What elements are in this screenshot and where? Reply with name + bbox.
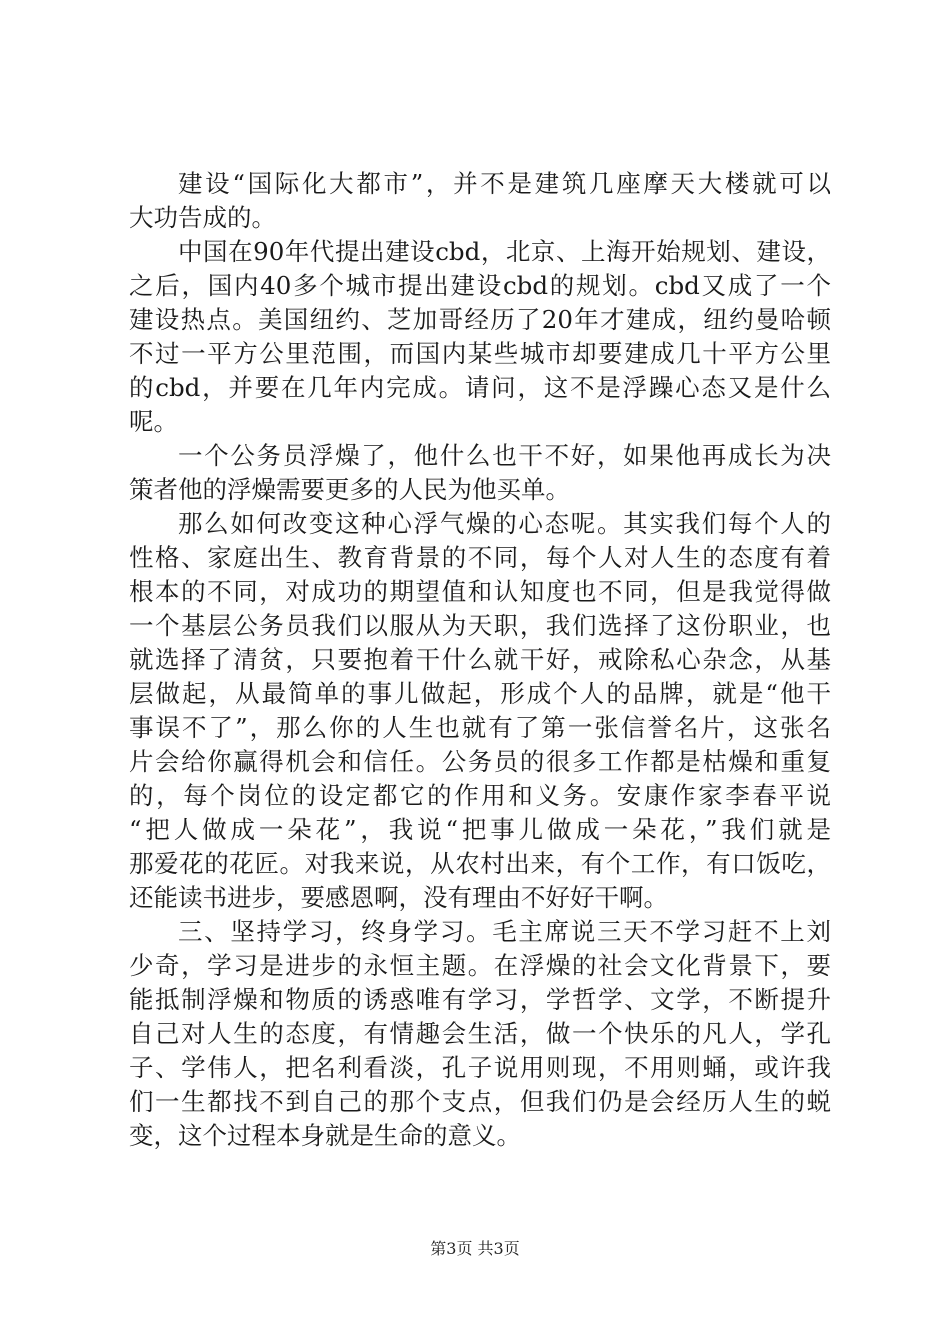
text-line: 策者他的浮燥需要更多的人民为他买单。 (129, 475, 570, 504)
text-line: 一个公务员浮燥了，他什么也干不好，如果他再成长为决 (178, 441, 831, 470)
paragraph-2 (129, 235, 831, 439)
text-line: 片会给你赢得机会和信任。公务员的很多工作都是枯燥和重复 (129, 747, 831, 776)
text-line: 中国在90年代提出建设cbd，北京、上海开始规划、建设， (178, 237, 831, 266)
text-line: 三、坚持学习，终身学习。毛主席说三天不学习赶不上刘 (178, 917, 831, 946)
text-line: 变，这个过程本身就是生命的意义。 (129, 1121, 521, 1150)
paragraph-4 (129, 507, 831, 915)
document-body (129, 167, 831, 1153)
text-line: 不过一平方公里范围，而国内某些城市却要建成几十平方公里 (129, 339, 831, 368)
text-line: 一个基层公务员我们以服从为天职，我们选择了这份职业，也 (129, 611, 831, 640)
text-line: “把人做成一朵花”，我说“把事儿做成一朵花，”我们就是 (129, 815, 831, 844)
text-line: 层做起，从最简单的事儿做起，形成个人的品牌，就是“他干 (129, 679, 831, 708)
text-line: 的cbd，并要在几年内完成。请问，这不是浮躁心态又是什么 (129, 373, 831, 402)
paragraph-5 (129, 915, 831, 1153)
paragraph-1 (129, 167, 831, 235)
text-line: 的，每个岗位的设定都它的作用和义务。安康作家李春平说 (129, 781, 831, 810)
text-line: 能抵制浮燥和物质的诱惑唯有学习，学哲学、文学，不断提升 (129, 985, 831, 1014)
text-line: 事误不了”，那么你的人生也就有了第一张信誉名片，这张名 (129, 713, 831, 742)
text-line: 还能读书进步，要感恩啊，没有理由不好好干啊。 (129, 883, 668, 912)
text-line: 子、学伟人，把名利看淡，孔子说用则现，不用则蛹，或许我 (129, 1053, 831, 1082)
paragraph-3 (129, 439, 831, 507)
text-line: 大功告成的。 (129, 203, 276, 232)
text-line: 那爱花的花匠。对我来说，从农村出来，有个工作，有口饭吃， (129, 849, 831, 878)
text-line: 自己对人生的态度，有情趣会生活，做一个快乐的凡人，学孔 (129, 1019, 831, 1048)
text-line: 性格、家庭出生、教育背景的不同，每个人对人生的态度有着 (129, 543, 831, 572)
text-line: 呢。 (129, 407, 178, 436)
text-line: 建设“国际化大都市”，并不是建筑几座摩天大楼就可以 (178, 169, 831, 198)
text-line: 那么如何改变这种心浮气燥的心态呢。其实我们每个人的 (178, 509, 831, 538)
text-line: 少奇，学习是进步的永恒主题。在浮燥的社会文化背景下，要 (129, 951, 831, 980)
text-line: 建设热点。美国纽约、芝加哥经历了20年才建成，纽约曼哈顿 (129, 305, 831, 334)
page-footer: 第3页 共3页 (430, 1239, 520, 1258)
text-line: 根本的不同，对成功的期望值和认知度也不同，但是我觉得做 (129, 577, 831, 606)
text-line: 就选择了清贫，只要抱着干什么就干好，戒除私心杂念，从基 (129, 645, 831, 674)
text-line: 们一生都找不到自己的那个支点，但我们仍是会经历人生的蜕 (129, 1087, 831, 1116)
text-line: 之后，国内40多个城市提出建设cbd的规划。cbd又成了一个 (129, 271, 831, 300)
